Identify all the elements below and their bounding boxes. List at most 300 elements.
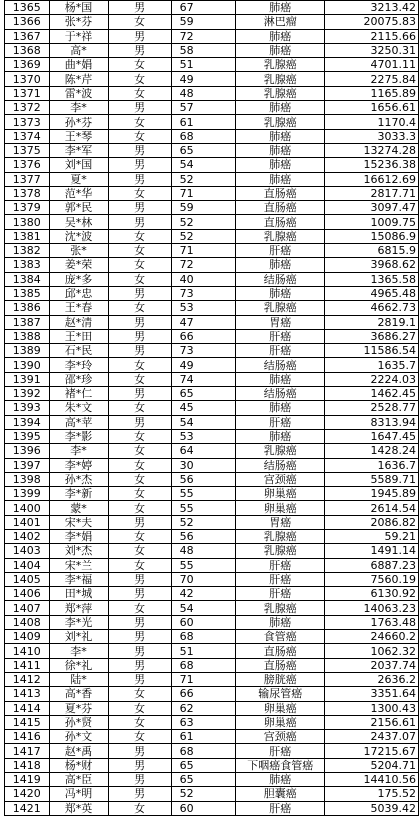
age-cell: 71 <box>171 672 235 686</box>
sex-cell: 男 <box>108 201 171 215</box>
record-id-cell: 1406 <box>5 587 50 601</box>
diagnosis-cell: 宫颈癌 <box>236 472 325 486</box>
sex-cell: 女 <box>108 229 171 243</box>
diagnosis-cell: 肺癌 <box>236 615 325 629</box>
sex-cell: 女 <box>108 472 171 486</box>
table-row <box>5 158 419 172</box>
age-cell: 48 <box>171 544 235 558</box>
sex-cell: 女 <box>108 358 171 372</box>
amount-cell: 6815.9 <box>325 244 419 258</box>
patient-name-cell: 孙*芬 <box>49 115 108 129</box>
amount-cell: 2636.2 <box>325 672 419 686</box>
sex-cell: 女 <box>108 58 171 72</box>
table-row <box>5 472 419 486</box>
diagnosis-cell: 肺癌 <box>236 401 325 415</box>
amount-cell: 11586.54 <box>325 344 419 358</box>
age-cell: 52 <box>171 172 235 186</box>
diagnosis-cell: 卵巢癌 <box>236 487 325 501</box>
sex-cell: 男 <box>108 158 171 172</box>
patient-name-cell: 孙*贤 <box>49 715 108 729</box>
amount-cell: 2156.61 <box>325 715 419 729</box>
table-row <box>5 43 419 57</box>
amount-cell: 3351.64 <box>325 687 419 701</box>
sex-cell: 女 <box>108 129 171 143</box>
record-id-cell: 1416 <box>5 730 50 744</box>
table-row <box>5 672 419 686</box>
amount-cell: 5204.71 <box>325 758 419 772</box>
table-row <box>5 730 419 744</box>
sex-cell: 女 <box>108 401 171 415</box>
sex-cell: 女 <box>108 701 171 715</box>
amount-cell: 5589.71 <box>325 472 419 486</box>
patient-name-cell: 曲*娟 <box>49 58 108 72</box>
diagnosis-cell: 肝癌 <box>236 587 325 601</box>
diagnosis-cell: 食管癌 <box>236 630 325 644</box>
amount-cell: 2528.77 <box>325 401 419 415</box>
patient-name-cell: 李* <box>49 444 108 458</box>
sex-cell: 女 <box>108 687 171 701</box>
record-id-cell: 1383 <box>5 258 50 272</box>
diagnosis-cell: 肺癌 <box>236 29 325 43</box>
table-row <box>5 687 419 701</box>
age-cell: 60 <box>171 801 235 815</box>
patient-name-cell: 宋*夫 <box>49 515 108 529</box>
sex-cell: 女 <box>108 458 171 472</box>
diagnosis-cell: 肺癌 <box>236 429 325 443</box>
sex-cell: 女 <box>108 15 171 29</box>
amount-cell: 14410.56 <box>325 773 419 787</box>
amount-cell: 3250.31 <box>325 43 419 57</box>
age-cell: 47 <box>171 315 235 329</box>
amount-cell: 15236.38 <box>325 158 419 172</box>
age-cell: 54 <box>171 601 235 615</box>
sex-cell: 女 <box>108 730 171 744</box>
table-row <box>5 229 419 243</box>
amount-cell: 1170.4 <box>325 115 419 129</box>
sex-cell: 女 <box>108 544 171 558</box>
table-row <box>5 458 419 472</box>
age-cell: 66 <box>171 329 235 343</box>
patient-name-cell: 李*光 <box>49 615 108 629</box>
patient-name-cell: 李* <box>49 644 108 658</box>
age-cell: 67 <box>171 1 235 15</box>
amount-cell: 2817.71 <box>325 186 419 200</box>
patient-name-cell: 吴*林 <box>49 215 108 229</box>
table-row <box>5 15 419 29</box>
age-cell: 65 <box>171 758 235 772</box>
age-cell: 58 <box>171 43 235 57</box>
sex-cell: 女 <box>108 429 171 443</box>
diagnosis-cell: 结肠癌 <box>236 458 325 472</box>
age-cell: 42 <box>171 587 235 601</box>
patient-name-cell: 陈*芹 <box>49 72 108 86</box>
sex-cell: 男 <box>108 329 171 343</box>
patient-name-cell: 张*芬 <box>49 15 108 29</box>
age-cell: 52 <box>171 215 235 229</box>
table-row <box>5 143 419 157</box>
table-row <box>5 487 419 501</box>
amount-cell: 4662.73 <box>325 301 419 315</box>
sex-cell: 男 <box>108 744 171 758</box>
record-id-cell: 1387 <box>5 315 50 329</box>
patient-name-cell: 李*影 <box>49 429 108 443</box>
table-row <box>5 101 419 115</box>
record-id-cell: 1402 <box>5 529 50 543</box>
patient-name-cell: 孙*文 <box>49 730 108 744</box>
table-row <box>5 244 419 258</box>
patient-name-cell: 庞*多 <box>49 272 108 286</box>
age-cell: 53 <box>171 429 235 443</box>
age-cell: 71 <box>171 186 235 200</box>
record-id-cell: 1409 <box>5 630 50 644</box>
record-id-cell: 1381 <box>5 229 50 243</box>
patient-name-cell: 李*娟 <box>49 529 108 543</box>
patient-name-cell: 夏* <box>49 172 108 186</box>
patient-name-cell: 郑*英 <box>49 801 108 815</box>
table-row <box>5 801 419 815</box>
diagnosis-cell: 膀胱癌 <box>236 672 325 686</box>
record-id-cell: 1386 <box>5 301 50 315</box>
diagnosis-cell: 肺癌 <box>236 43 325 57</box>
amount-cell: 2115.66 <box>325 29 419 43</box>
record-id-cell: 1417 <box>5 744 50 758</box>
record-id-cell: 1407 <box>5 601 50 615</box>
age-cell: 73 <box>171 344 235 358</box>
amount-cell: 14063.23 <box>325 601 419 615</box>
sex-cell: 女 <box>108 258 171 272</box>
diagnosis-cell: 肝癌 <box>236 744 325 758</box>
amount-cell: 15086.9 <box>325 229 419 243</box>
table-row <box>5 301 419 315</box>
sex-cell: 男 <box>108 172 171 186</box>
table-row <box>5 429 419 443</box>
amount-cell: 24660.2 <box>325 630 419 644</box>
amount-cell: 1462.45 <box>325 387 419 401</box>
sex-cell: 女 <box>108 186 171 200</box>
record-id-cell: 1420 <box>5 787 50 801</box>
record-id-cell: 1393 <box>5 401 50 415</box>
table-row <box>5 787 419 801</box>
diagnosis-cell: 直肠癌 <box>236 215 325 229</box>
diagnosis-cell: 肺癌 <box>236 372 325 386</box>
record-id-cell: 1390 <box>5 358 50 372</box>
record-id-cell: 1408 <box>5 615 50 629</box>
record-id-cell: 1388 <box>5 329 50 343</box>
table-row <box>5 444 419 458</box>
age-cell: 61 <box>171 115 235 129</box>
record-id-cell: 1413 <box>5 687 50 701</box>
diagnosis-cell: 乳腺癌 <box>236 115 325 129</box>
sex-cell: 男 <box>108 43 171 57</box>
diagnosis-cell: 肺癌 <box>236 773 325 787</box>
patient-name-cell: 夏*芬 <box>49 701 108 715</box>
amount-cell: 59.21 <box>325 529 419 543</box>
amount-cell: 5039.42 <box>325 801 419 815</box>
record-id-cell: 1412 <box>5 672 50 686</box>
sex-cell: 男 <box>108 587 171 601</box>
diagnosis-cell: 结肠癌 <box>236 387 325 401</box>
patient-name-cell: 孙*杰 <box>49 472 108 486</box>
age-cell: 52 <box>171 787 235 801</box>
diagnosis-cell: 直肠癌 <box>236 644 325 658</box>
table-row <box>5 172 419 186</box>
record-id-cell: 1376 <box>5 158 50 172</box>
patient-name-cell: 石*民 <box>49 344 108 358</box>
patient-name-cell: 王*琴 <box>49 129 108 143</box>
age-cell: 73 <box>171 286 235 300</box>
age-cell: 62 <box>171 701 235 715</box>
amount-cell: 1062.32 <box>325 644 419 658</box>
diagnosis-cell: 肺癌 <box>236 1 325 15</box>
table-row <box>5 286 419 300</box>
record-id-cell: 1395 <box>5 429 50 443</box>
diagnosis-cell: 直肠癌 <box>236 186 325 200</box>
patient-name-cell: 沈*波 <box>49 229 108 243</box>
sex-cell: 女 <box>108 72 171 86</box>
patient-name-cell: 刘*礼 <box>49 630 108 644</box>
sex-cell: 男 <box>108 515 171 529</box>
table-row <box>5 601 419 615</box>
amount-cell: 2819.1 <box>325 315 419 329</box>
age-cell: 52 <box>171 515 235 529</box>
record-id-cell: 1405 <box>5 572 50 586</box>
sex-cell: 男 <box>108 1 171 15</box>
amount-cell: 2614.54 <box>325 501 419 515</box>
record-id-cell: 1379 <box>5 201 50 215</box>
record-id-cell: 1371 <box>5 86 50 100</box>
age-cell: 55 <box>171 501 235 515</box>
age-cell: 70 <box>171 572 235 586</box>
table-row <box>5 401 419 415</box>
patient-name-cell: 邵*珍 <box>49 372 108 386</box>
age-cell: 55 <box>171 487 235 501</box>
table-row <box>5 644 419 658</box>
table-row <box>5 615 419 629</box>
patient-name-cell: 李* <box>49 101 108 115</box>
table-row <box>5 115 419 129</box>
amount-cell: 4701.11 <box>325 58 419 72</box>
sex-cell: 女 <box>108 115 171 129</box>
sex-cell: 男 <box>108 29 171 43</box>
age-cell: 63 <box>171 715 235 729</box>
sex-cell: 男 <box>108 215 171 229</box>
record-id-cell: 1385 <box>5 286 50 300</box>
table-row <box>5 515 419 529</box>
sex-cell: 男 <box>108 143 171 157</box>
sex-cell: 女 <box>108 501 171 515</box>
age-cell: 56 <box>171 529 235 543</box>
age-cell: 74 <box>171 372 235 386</box>
amount-cell: 2275.84 <box>325 72 419 86</box>
amount-cell: 4965.48 <box>325 286 419 300</box>
age-cell: 40 <box>171 272 235 286</box>
table-row <box>5 329 419 343</box>
table-row <box>5 558 419 572</box>
age-cell: 48 <box>171 86 235 100</box>
record-id-cell: 1397 <box>5 458 50 472</box>
sex-cell: 女 <box>108 715 171 729</box>
diagnosis-cell: 宫颈癌 <box>236 730 325 744</box>
table-row <box>5 372 419 386</box>
sex-cell: 男 <box>108 787 171 801</box>
diagnosis-cell: 乳腺癌 <box>236 58 325 72</box>
sex-cell: 男 <box>108 572 171 586</box>
diagnosis-cell: 输尿管癌 <box>236 687 325 701</box>
sex-cell: 男 <box>108 344 171 358</box>
diagnosis-cell: 卵巢癌 <box>236 701 325 715</box>
patient-name-cell: 李*新 <box>49 487 108 501</box>
record-id-cell: 1415 <box>5 715 50 729</box>
patient-name-cell: 杨*财 <box>49 758 108 772</box>
record-id-cell: 1373 <box>5 115 50 129</box>
age-cell: 30 <box>171 458 235 472</box>
diagnosis-cell: 肺癌 <box>236 286 325 300</box>
amount-cell: 3033.3 <box>325 129 419 143</box>
table-row <box>5 215 419 229</box>
diagnosis-cell: 乳腺癌 <box>236 529 325 543</box>
table-row <box>5 29 419 43</box>
record-id-cell: 1372 <box>5 101 50 115</box>
age-cell: 66 <box>171 687 235 701</box>
table-row <box>5 630 419 644</box>
amount-cell: 1636.7 <box>325 458 419 472</box>
record-id-cell: 1392 <box>5 387 50 401</box>
age-cell: 45 <box>171 401 235 415</box>
record-id-cell: 1401 <box>5 515 50 529</box>
diagnosis-cell: 乳腺癌 <box>236 544 325 558</box>
age-cell: 61 <box>171 730 235 744</box>
record-id-cell: 1403 <box>5 544 50 558</box>
amount-cell: 1165.89 <box>325 86 419 100</box>
table-row <box>5 58 419 72</box>
patient-name-cell: 徐*礼 <box>49 658 108 672</box>
diagnosis-cell: 肝癌 <box>236 572 325 586</box>
table-row <box>5 529 419 543</box>
patient-name-cell: 李*福 <box>49 572 108 586</box>
table-row <box>5 201 419 215</box>
amount-cell: 1009.75 <box>325 215 419 229</box>
table-row <box>5 758 419 772</box>
diagnosis-cell: 肺癌 <box>236 101 325 115</box>
table-row <box>5 129 419 143</box>
table-row <box>5 344 419 358</box>
sex-cell: 女 <box>108 529 171 543</box>
diagnosis-cell: 乳腺癌 <box>236 72 325 86</box>
amount-cell: 2086.82 <box>325 515 419 529</box>
amount-cell: 3686.27 <box>325 329 419 343</box>
table-row <box>5 272 419 286</box>
patient-name-cell: 李*军 <box>49 143 108 157</box>
patient-name-cell: 朱*文 <box>49 401 108 415</box>
diagnosis-cell: 下咽癌食管癌 <box>236 758 325 772</box>
patient-name-cell: 雷*波 <box>49 86 108 100</box>
record-id-cell: 1380 <box>5 215 50 229</box>
patient-name-cell: 赵*清 <box>49 315 108 329</box>
amount-cell: 1763.48 <box>325 615 419 629</box>
amount-cell: 3213.42 <box>325 1 419 15</box>
patient-name-cell: 田*城 <box>49 587 108 601</box>
patient-records-table <box>4 0 419 816</box>
age-cell: 54 <box>171 158 235 172</box>
record-id-cell: 1391 <box>5 372 50 386</box>
record-id-cell: 1368 <box>5 43 50 57</box>
record-id-cell: 1418 <box>5 758 50 772</box>
sex-cell: 女 <box>108 444 171 458</box>
patient-name-cell: 冯*明 <box>49 787 108 801</box>
patient-name-cell: 高*香 <box>49 687 108 701</box>
amount-cell: 1656.61 <box>325 101 419 115</box>
patient-name-cell: 杨*国 <box>49 1 108 15</box>
record-id-cell: 1389 <box>5 344 50 358</box>
diagnosis-cell: 乳腺癌 <box>236 229 325 243</box>
record-id-cell: 1396 <box>5 444 50 458</box>
record-id-cell: 1421 <box>5 801 50 815</box>
amount-cell: 2037.74 <box>325 658 419 672</box>
patient-name-cell: 邱*忠 <box>49 286 108 300</box>
age-cell: 65 <box>171 143 235 157</box>
patient-name-cell: 李*婷 <box>49 458 108 472</box>
age-cell: 60 <box>171 615 235 629</box>
table-row <box>5 72 419 86</box>
sex-cell: 男 <box>108 758 171 772</box>
table-row <box>5 358 419 372</box>
diagnosis-cell: 肺癌 <box>236 158 325 172</box>
diagnosis-cell: 胃癌 <box>236 515 325 529</box>
patient-name-cell: 张* <box>49 244 108 258</box>
age-cell: 59 <box>171 15 235 29</box>
sex-cell: 女 <box>108 601 171 615</box>
patient-name-cell: 郭*民 <box>49 201 108 215</box>
sex-cell: 男 <box>108 387 171 401</box>
amount-cell: 3097.47 <box>325 201 419 215</box>
amount-cell: 17215.67 <box>325 744 419 758</box>
age-cell: 56 <box>171 472 235 486</box>
table-row <box>5 501 419 515</box>
table-row <box>5 1 419 15</box>
diagnosis-cell: 乳腺癌 <box>236 86 325 100</box>
patient-name-cell: 王*春 <box>49 301 108 315</box>
sex-cell: 女 <box>108 86 171 100</box>
table-row <box>5 315 419 329</box>
amount-cell: 1945.89 <box>325 487 419 501</box>
table-row <box>5 701 419 715</box>
diagnosis-cell: 卵巢癌 <box>236 501 325 515</box>
age-cell: 55 <box>171 558 235 572</box>
amount-cell: 1491.14 <box>325 544 419 558</box>
age-cell: 68 <box>171 630 235 644</box>
amount-cell: 1300.43 <box>325 701 419 715</box>
diagnosis-cell: 结肠癌 <box>236 358 325 372</box>
diagnosis-cell: 卵巢癌 <box>236 715 325 729</box>
diagnosis-cell: 乳腺癌 <box>236 601 325 615</box>
patient-name-cell: 郑*萍 <box>49 601 108 615</box>
diagnosis-cell: 乳腺癌 <box>236 444 325 458</box>
diagnosis-cell: 肺癌 <box>236 258 325 272</box>
record-id-cell: 1378 <box>5 186 50 200</box>
record-id-cell: 1394 <box>5 415 50 429</box>
table-body <box>5 1 419 816</box>
age-cell: 72 <box>171 29 235 43</box>
patient-name-cell: 李*玲 <box>49 358 108 372</box>
sex-cell: 女 <box>108 487 171 501</box>
record-id-cell: 1398 <box>5 472 50 486</box>
diagnosis-cell: 肝癌 <box>236 558 325 572</box>
record-id-cell: 1377 <box>5 172 50 186</box>
diagnosis-cell: 肝癌 <box>236 244 325 258</box>
patient-name-cell: 宋*兰 <box>49 558 108 572</box>
diagnosis-cell: 肝癌 <box>236 329 325 343</box>
amount-cell: 1635.7 <box>325 358 419 372</box>
